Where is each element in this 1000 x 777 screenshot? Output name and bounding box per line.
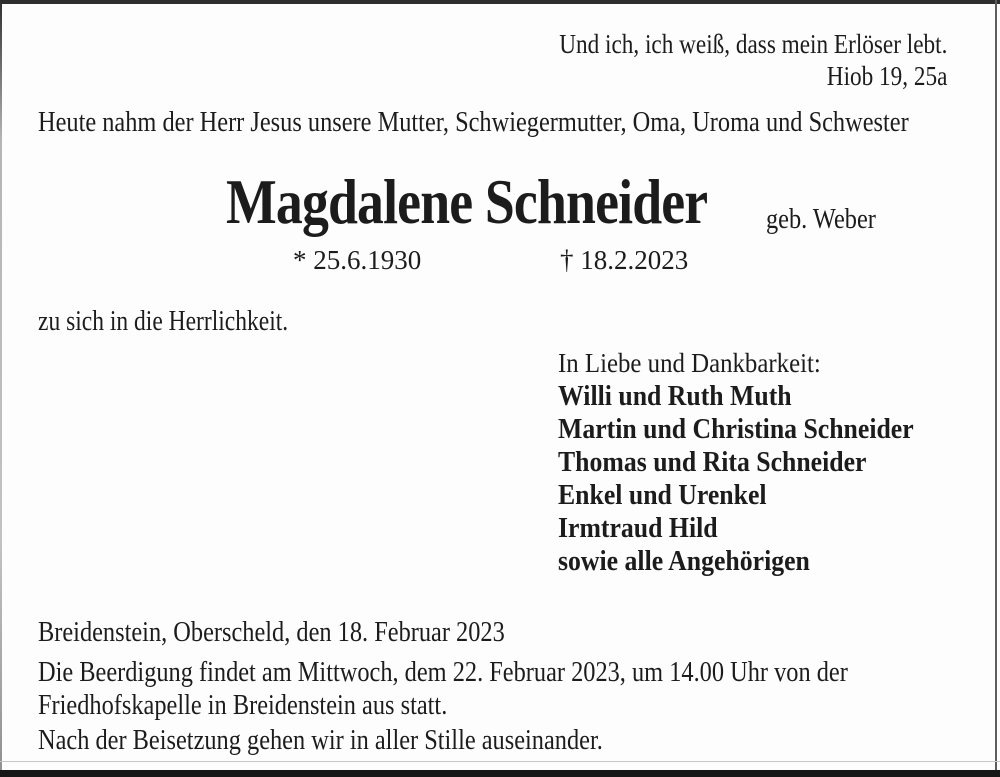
closing-line: Nach der Beisetzung gehen wir in aller Stille auseinander. <box>38 724 603 756</box>
mourner-name: Enkel und Urenkel <box>558 480 767 511</box>
deceased-name: Magdalene Schneider <box>226 166 708 237</box>
funeral-info-line2: Friedhofskapelle in Breidenstein aus statt. <box>38 689 448 721</box>
mourner-name: Martin und Christina Schneider <box>558 414 914 445</box>
scan-hairline-bottom <box>0 761 1000 762</box>
funeral-info-paragraph <box>38 656 848 722</box>
scan-edge-right <box>995 0 997 777</box>
bible-quote-block <box>559 28 947 92</box>
mourning-block <box>558 347 914 578</box>
salutation-line: Heute nahm der Herr Jesus unsere Mutter, Schwiegermutter, Oma, Uroma und Schwester <box>38 106 909 138</box>
mourner-name: Willi und Ruth Muth <box>558 381 792 412</box>
scan-edge-top <box>0 0 1000 4</box>
mourner-name: sowie alle Angehörigen <box>558 546 810 577</box>
mourning-heading: In Liebe und Dankbarkeit: <box>558 348 821 378</box>
bible-quote-text: Und ich, ich weiß, dass mein Erlöser lebt. <box>558 29 947 59</box>
death-date: † 18.2.2023 <box>560 245 689 275</box>
place-and-date-line: Breidenstein, Oberscheld, den 18. Februar 2023 <box>38 616 505 648</box>
salutation-continuation: zu sich in die Herrlichkeit. <box>38 306 289 337</box>
bible-quote-source: Hiob 19, 25a <box>826 61 947 91</box>
mourner-name: Thomas und Rita Schneider <box>558 447 867 478</box>
scan-edge-left <box>0 0 2 777</box>
mourner-name: Irmtraud Hild <box>558 513 718 544</box>
birth-date: * 25.6.1930 <box>293 245 422 275</box>
maiden-name: geb. Weber <box>766 203 876 235</box>
funeral-info-line1: Die Beerdigung findet am Mittwoch, dem 22. Februar 2023, um 14.00 Uhr von der <box>38 656 848 688</box>
scan-edge-bottom <box>0 770 1000 777</box>
